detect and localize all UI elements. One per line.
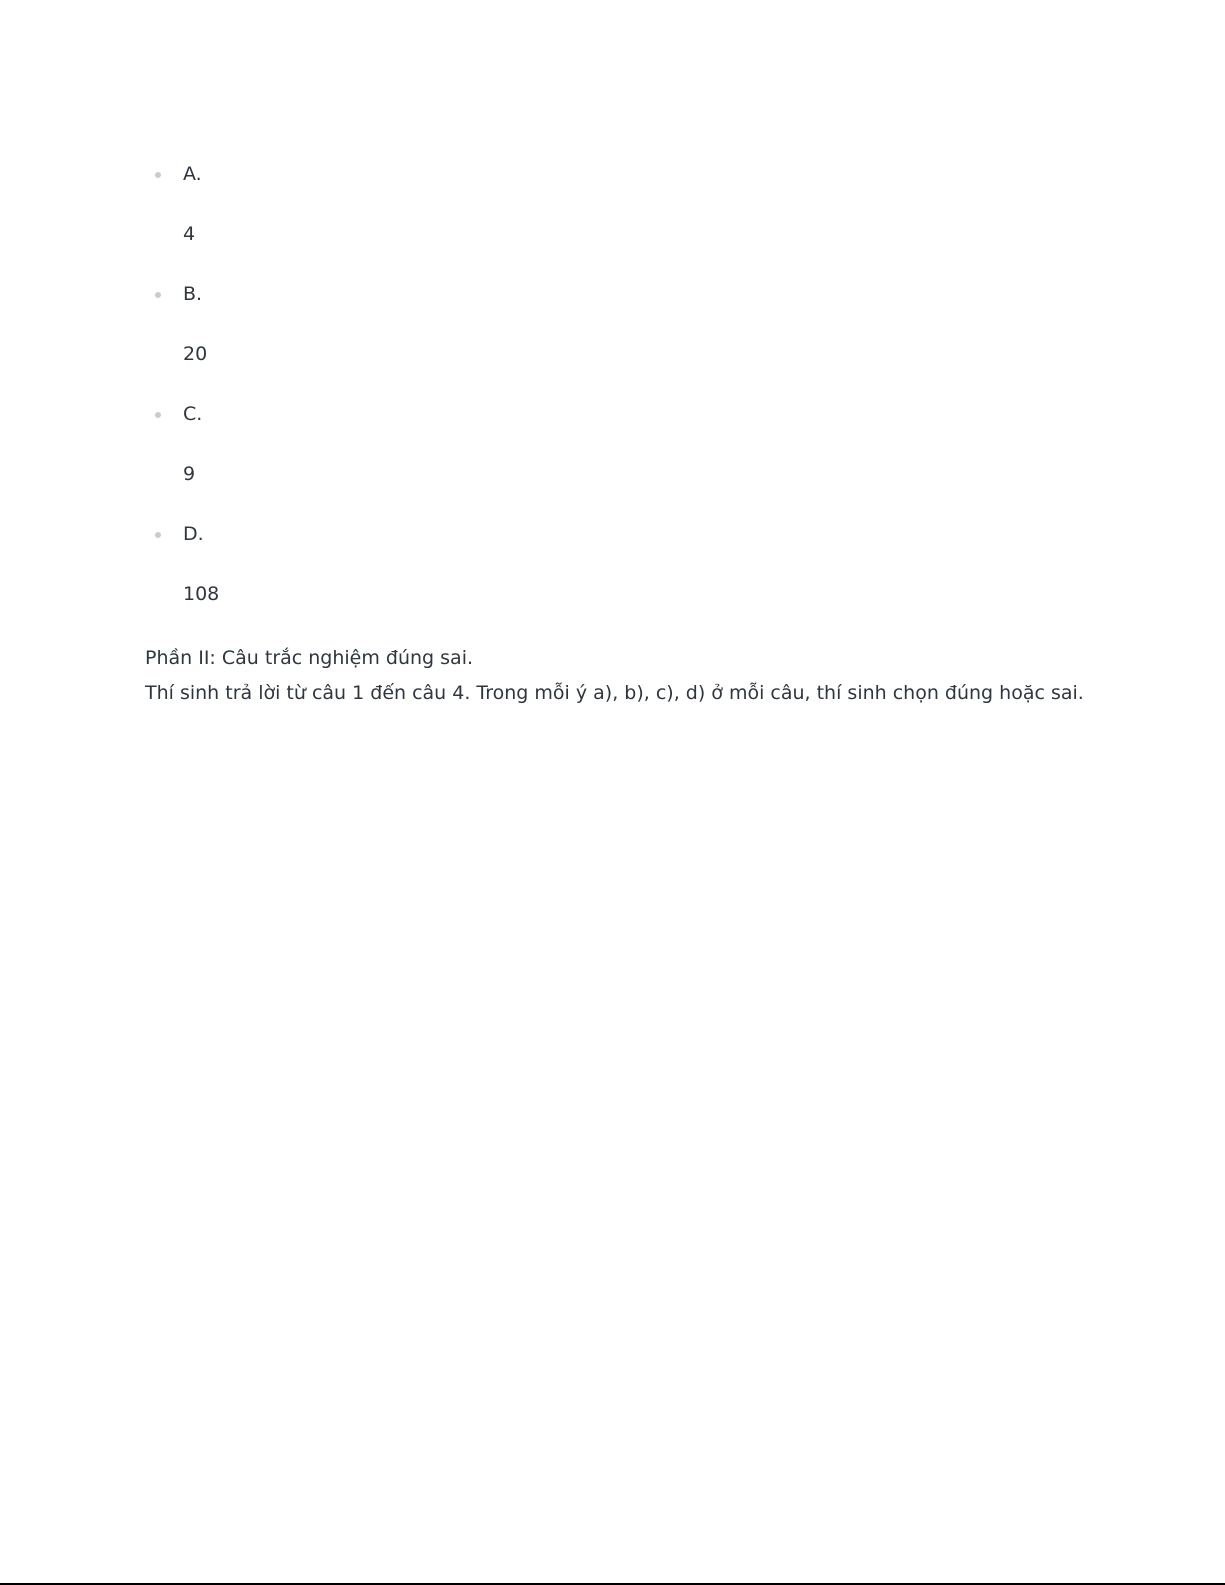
option-value: 4 <box>183 223 196 245</box>
answer-options-list <box>145 152 1045 632</box>
answer-option-c[interactable] <box>145 392 1045 512</box>
section-block <box>145 641 1145 711</box>
option-letter: D. <box>183 523 204 545</box>
option-value: 108 <box>183 583 220 605</box>
option-value: 9 <box>183 463 196 485</box>
answer-option-d[interactable] <box>145 512 1045 632</box>
bullet-dot-icon <box>155 532 161 538</box>
option-letter: A. <box>183 163 202 185</box>
option-letter: B. <box>183 283 203 305</box>
section-title: Phần II: Câu trắc nghiệm đúng sai. <box>145 647 474 669</box>
option-value: 20 <box>183 343 208 365</box>
bullet-dot-icon <box>155 412 161 418</box>
option-letter: C. <box>183 403 203 425</box>
bullet-dot-icon <box>155 292 161 298</box>
section-instruction: Thí sinh trả lời từ câu 1 đến câu 4. Trong mỗi ý a), b), c), d) ở mỗi câu, thí sinh chọn đúng hoặc sai. <box>145 682 1084 704</box>
answer-option-b[interactable] <box>145 272 1045 392</box>
bullet-dot-icon <box>155 172 161 178</box>
answer-option-a[interactable] <box>145 152 1045 272</box>
